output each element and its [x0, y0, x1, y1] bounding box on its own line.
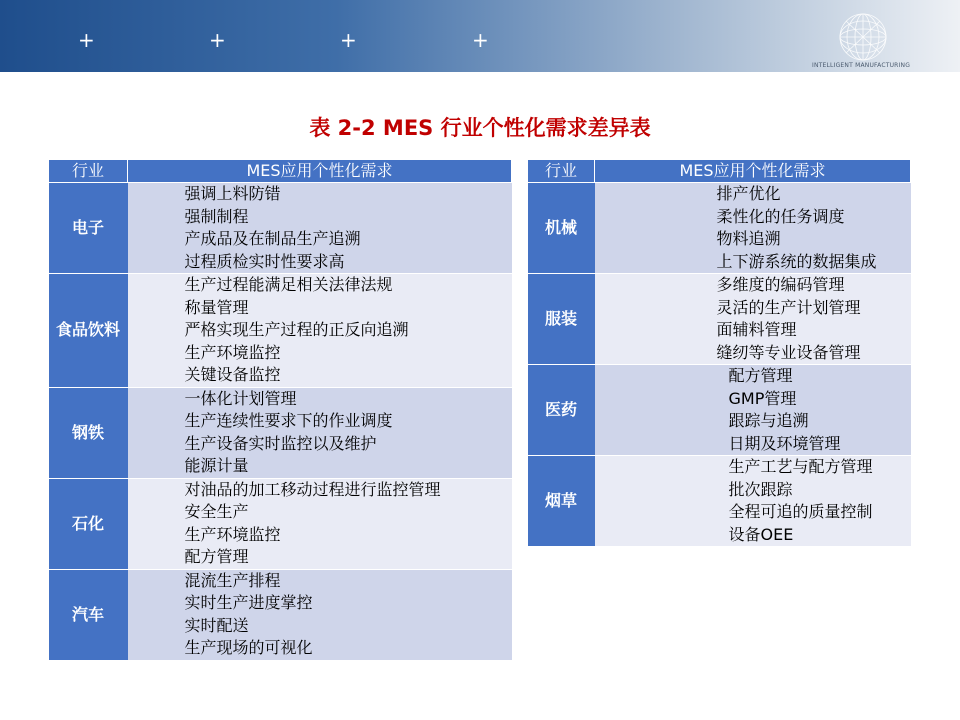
need-item: 生产连续性要求下的作业调度: [184, 411, 393, 430]
table-row: [49, 387, 512, 478]
table-row: [49, 569, 512, 660]
need-item: 强制制程: [184, 206, 249, 226]
industry-cell: 医药: [528, 365, 595, 456]
need-item: 排产优化: [716, 184, 781, 203]
table-header-row: [49, 160, 512, 183]
need-item: 生产环境监控: [184, 524, 281, 544]
industry-cell: 电子: [49, 183, 128, 274]
column-header-industry: 行业: [49, 160, 128, 183]
industry-cell: 食品饮料: [49, 274, 128, 388]
needs-cell: [128, 387, 512, 478]
column-header-needs: MES应用个性化需求: [595, 160, 911, 183]
needs-cell: [595, 274, 911, 365]
table-row: [49, 183, 512, 274]
right-requirements-table: [527, 159, 911, 547]
needs-cell: [595, 183, 911, 274]
need-item: GMP管理: [728, 388, 797, 408]
need-item: 对油品的加工移动过程进行监控管理: [184, 479, 441, 499]
need-item: 生产环境监控: [184, 342, 281, 362]
table-header-row: [528, 160, 911, 183]
need-item: 面辅料管理: [716, 320, 797, 339]
table-row: [49, 478, 512, 569]
industry-cell: 石化: [49, 478, 128, 569]
plus-mark: +: [209, 28, 226, 52]
header-banner: [0, 0, 960, 72]
needs-cell: [595, 456, 911, 547]
need-item: 混流生产排程: [184, 570, 281, 590]
need-item: 日期及环境管理: [728, 433, 841, 453]
need-item: 严格实现生产过程的正反向追溯: [184, 320, 409, 339]
need-item: 生产过程能满足相关法律法规: [184, 275, 393, 294]
industry-cell: 服装: [528, 274, 595, 365]
needs-cell: [128, 478, 512, 569]
needs-cell: [595, 365, 911, 456]
need-item: 称量管理: [184, 297, 249, 317]
industry-cell: 烟草: [528, 456, 595, 547]
need-item: 生产现场的可视化: [184, 638, 313, 657]
need-item: 配方管理: [728, 366, 793, 385]
table-row: [528, 274, 911, 365]
plus-mark: +: [340, 28, 357, 52]
need-item: 安全生产: [184, 502, 249, 521]
column-header-needs: MES应用个性化需求: [128, 160, 512, 183]
need-item: 跟踪与追溯: [728, 411, 809, 430]
need-item: 能源计量: [184, 456, 249, 475]
need-item: 全程可追的质量控制: [728, 502, 873, 521]
needs-cell: [128, 569, 512, 660]
column-header-industry: 行业: [528, 160, 595, 183]
left-requirements-table: [48, 159, 512, 661]
need-item: 生产工艺与配方管理: [728, 457, 873, 476]
plus-mark: +: [78, 28, 95, 52]
industry-cell: 钢铁: [49, 387, 128, 478]
need-item: 设备OEE: [728, 524, 794, 544]
industry-cell: 机械: [528, 183, 595, 274]
wireframe-globe-icon: [838, 12, 888, 62]
table-row: [528, 365, 911, 456]
need-item: 物料追溯: [716, 229, 781, 248]
plus-mark: +: [472, 28, 489, 52]
industry-cell: 汽车: [49, 569, 128, 660]
need-item: 强调上料防错: [184, 184, 281, 203]
needs-cell: [128, 183, 512, 274]
brand-text: INTELLIGENT MANUFACTURING: [812, 62, 911, 69]
table-row: [528, 183, 911, 274]
need-item: 产成品及在制品生产追溯: [184, 229, 361, 248]
need-item: 实时生产进度掌控: [184, 593, 313, 612]
need-item: 过程质检实时性要求高: [184, 251, 345, 271]
table-row: [49, 274, 512, 388]
table-row: [528, 456, 911, 547]
need-item: 批次跟踪: [728, 479, 793, 499]
need-item: 实时配送: [184, 615, 249, 635]
needs-cell: [128, 274, 512, 388]
need-item: 灵活的生产计划管理: [716, 297, 861, 317]
need-item: 配方管理: [184, 547, 249, 566]
need-item: 柔性化的任务调度: [716, 206, 845, 226]
need-item: 生产设备实时监控以及维护: [184, 433, 377, 453]
need-item: 缝纫等专业设备管理: [716, 342, 861, 362]
page-title: 表 2-2 MES 行业个性化需求差异表: [309, 116, 651, 140]
need-item: 关键设备监控: [184, 365, 281, 384]
need-item: 上下游系统的数据集成: [716, 251, 877, 271]
need-item: 多维度的编码管理: [716, 275, 845, 294]
need-item: 一体化计划管理: [184, 388, 297, 408]
